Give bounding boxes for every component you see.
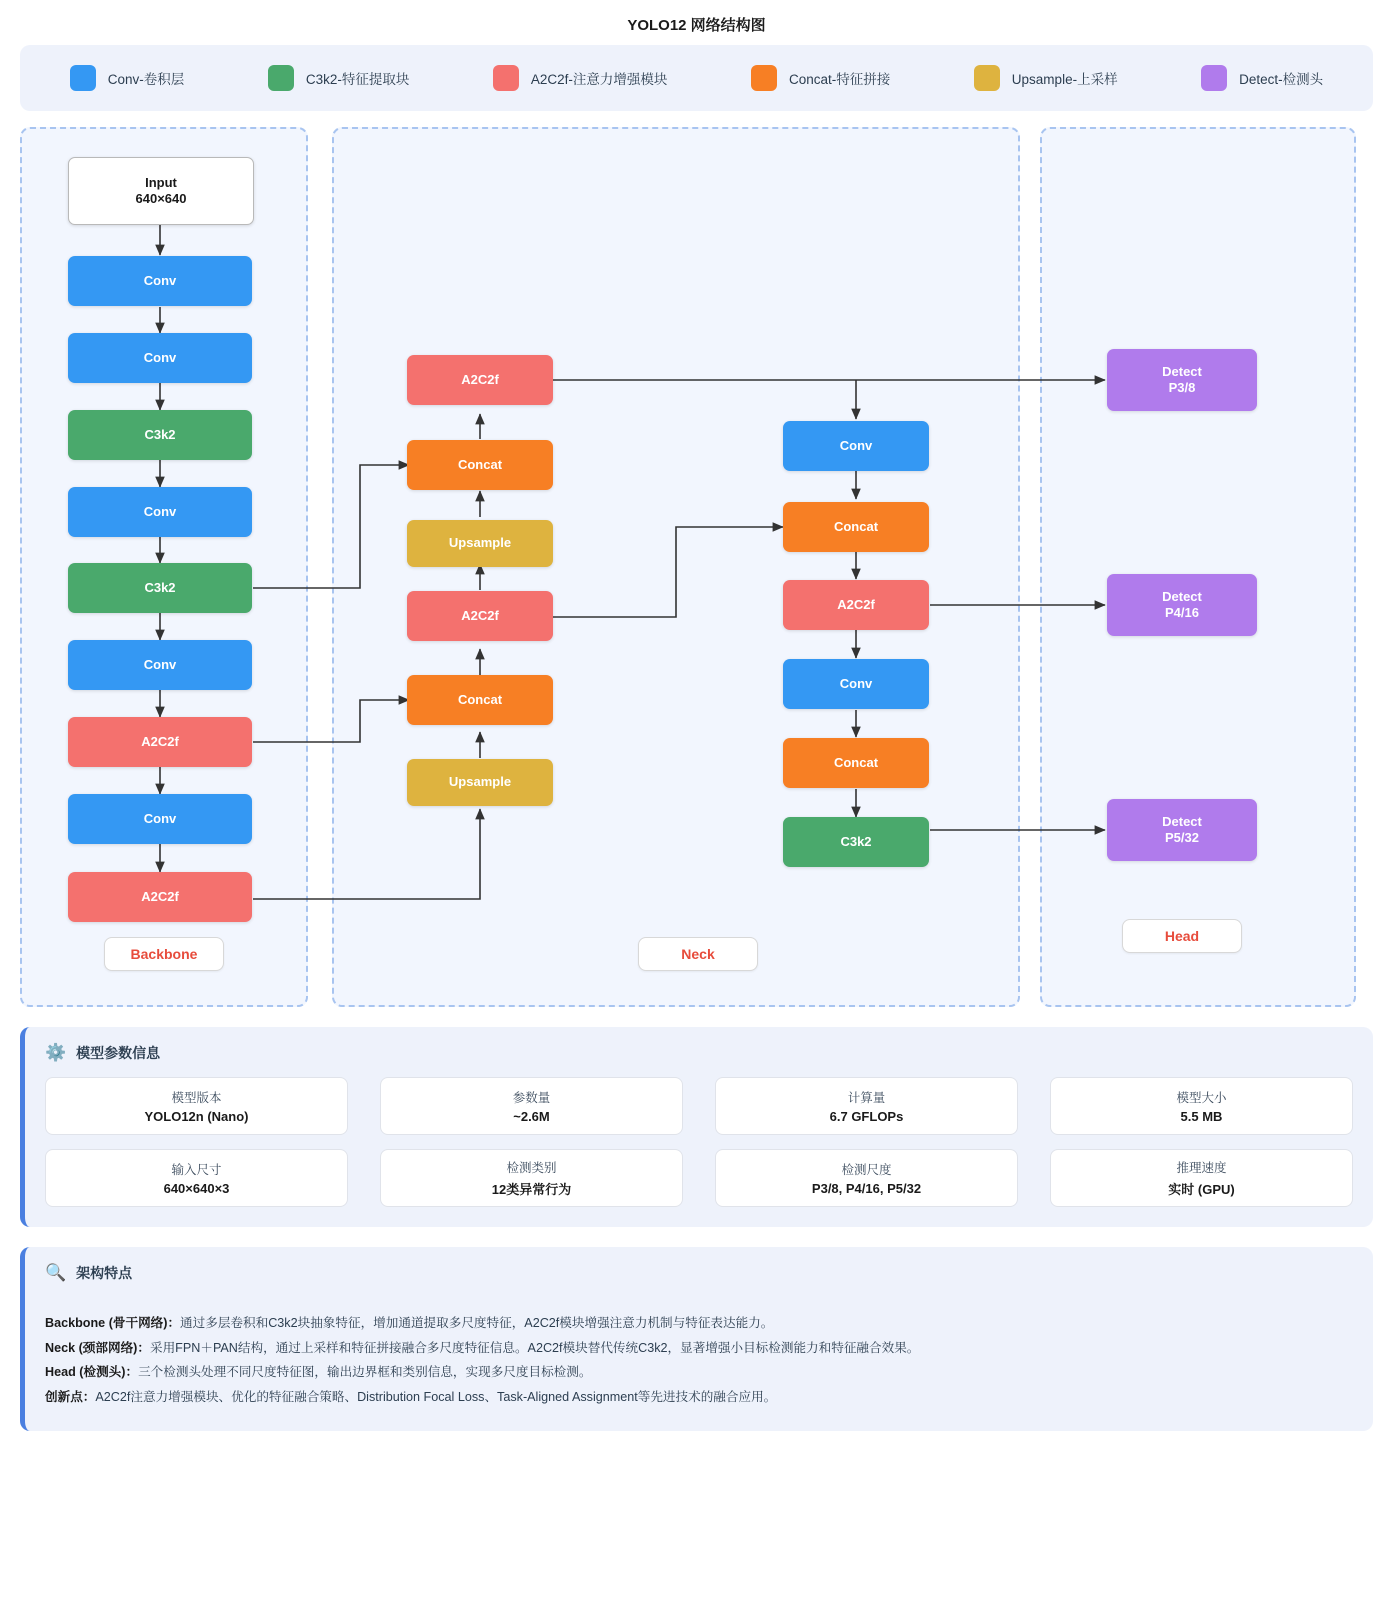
node-backbone-conv-3[interactable]: Conv: [68, 487, 252, 537]
node-backbone-c3k2-2[interactable]: C3k2: [68, 563, 252, 613]
param-value: 5.5 MB: [1180, 1109, 1223, 1124]
node-neck-upsample-top[interactable]: Upsample: [407, 520, 553, 567]
legend-swatch-c3k2: [268, 65, 294, 91]
feature-line-backbone: [45, 1311, 1353, 1336]
node-input[interactable]: [68, 157, 254, 225]
node-neck-conv-r2[interactable]: Conv: [783, 659, 929, 709]
magnifier-icon: 🔍: [45, 1263, 67, 1282]
feature-line-backbone-label: Backbone (骨干网络)：: [45, 1316, 181, 1330]
feature-line-head-label: Head (检测头)：: [45, 1365, 139, 1380]
architecture-features-title: 架构特点: [76, 1265, 133, 1281]
zone-tag-neck: Neck: [638, 937, 758, 971]
node-neck-concat-top[interactable]: Concat: [407, 440, 553, 490]
legend-swatch-detect: [1201, 65, 1227, 91]
page-title: YOLO12 网络结构图: [627, 17, 766, 34]
node-backbone-conv-2[interactable]: Conv: [68, 333, 252, 383]
param-card-classes: [380, 1149, 683, 1207]
model-params-panel: [20, 1027, 1373, 1227]
param-label: 模型版本: [171, 1091, 222, 1105]
architecture-features-header: [45, 1263, 1353, 1283]
model-params-grid: [45, 1077, 1353, 1207]
legend-label-detect: Detect-检测头: [1239, 72, 1324, 87]
param-value: 640×640×3: [163, 1181, 230, 1196]
param-card-speed: [1050, 1149, 1353, 1207]
node-detect-p5-line1: Detect: [1162, 813, 1202, 829]
param-label: 输入尺寸: [171, 1163, 222, 1177]
zone-tag-backbone: Backbone: [104, 937, 224, 971]
param-card-flops: [715, 1077, 1018, 1135]
node-neck-c3k2-r2[interactable]: C3k2: [783, 817, 929, 867]
param-label: 检测尺度: [841, 1163, 892, 1177]
legend-label-conv: Conv-卷积层: [107, 72, 185, 87]
legend: [20, 45, 1373, 111]
node-detect-p4-line1: Detect: [1162, 588, 1202, 604]
node-neck-conv-r1[interactable]: Conv: [783, 421, 929, 471]
feature-line-head: [45, 1360, 1353, 1385]
feature-line-innovation-text: A2C2f注意力增强模块、优化的特征融合策略、Distribution Focal Loss、Task-Aligned Assignment等先进技术的融合应用。: [95, 1389, 777, 1404]
gear-icon: ⚙️: [45, 1043, 67, 1062]
legend-label-c3k2: C3k2-特征提取块: [305, 72, 410, 87]
param-label: 推理速度: [1176, 1161, 1227, 1175]
node-backbone-a2c2f-1[interactable]: A2C2f: [68, 717, 252, 767]
node-detect-p5[interactable]: [1107, 799, 1257, 861]
param-card-scales: [715, 1149, 1018, 1207]
param-label: 检测类别: [506, 1161, 557, 1175]
zone-tag-head: Head: [1122, 919, 1242, 953]
legend-swatch-concat: [751, 65, 777, 91]
node-backbone-conv-5[interactable]: Conv: [68, 794, 252, 844]
param-card-model-size: [1050, 1077, 1353, 1135]
param-card-parameters: [380, 1077, 683, 1135]
param-value: 6.7 GFLOPs: [829, 1109, 904, 1124]
feature-line-backbone-text: 通过多层卷积和C3k2块抽象特征，增加通道提取多尺度特征，A2C2f模块增强注意力机制与特征表达能力。: [180, 1316, 774, 1330]
legend-item-detect: [1201, 65, 1323, 91]
node-input-line1: Input: [145, 174, 177, 190]
node-neck-a2c2f-mid[interactable]: A2C2f: [407, 591, 553, 641]
node-detect-p5-line2: P5/32: [1165, 830, 1199, 845]
param-value: 实时 (GPU): [1168, 1182, 1235, 1197]
feature-line-neck: [45, 1336, 1353, 1361]
feature-line-head-text: 三个检测头处理不同尺度特征图，输出边界框和类别信息，实现多尺度目标检测。: [138, 1365, 592, 1380]
legend-label-upsample: Upsample-上采样: [1011, 72, 1118, 87]
node-input-line2: 640×640: [135, 191, 187, 206]
node-neck-concat-r2[interactable]: Concat: [783, 738, 929, 788]
param-card-input-size: [45, 1149, 348, 1207]
node-neck-a2c2f-r1[interactable]: A2C2f: [783, 580, 929, 630]
node-backbone-a2c2f-2[interactable]: A2C2f: [68, 872, 252, 922]
legend-item-upsample: [974, 65, 1118, 91]
node-detect-p3[interactable]: [1107, 349, 1257, 411]
node-neck-concat-r1[interactable]: Concat: [783, 502, 929, 552]
node-neck-upsample-bottom[interactable]: Upsample: [407, 759, 553, 806]
legend-swatch-upsample: [974, 65, 1000, 91]
param-label: 计算量: [847, 1091, 886, 1105]
legend-item-concat: [751, 65, 890, 91]
feature-line-innovation: [45, 1385, 1353, 1410]
feature-line-neck-label: Neck (颈部网络)：: [45, 1340, 150, 1355]
legend-label-concat: Concat-特征拼接: [788, 72, 891, 87]
param-label: 模型大小: [1176, 1091, 1227, 1105]
param-value: 12类异常行为: [491, 1182, 572, 1197]
node-detect-p4[interactable]: [1107, 574, 1257, 636]
legend-swatch-a2c2f: [493, 65, 519, 91]
node-detect-p3-line2: P3/8: [1168, 380, 1196, 395]
legend-item-conv: [70, 65, 185, 91]
node-backbone-c3k2-1[interactable]: C3k2: [68, 410, 252, 460]
node-detect-p4-line2: P4/16: [1165, 605, 1199, 620]
legend-item-c3k2: [268, 65, 410, 91]
legend-label-a2c2f: A2C2f-注意力增强模块: [530, 72, 668, 87]
node-detect-p3-line1: Detect: [1162, 363, 1202, 379]
feature-line-neck-text: 采用FPN＋PAN结构，通过上采样和特征拼接融合多尺度特征信息。A2C2f模块替代传统C3k2，显著增强小目标检测能力和特征融合效果。: [149, 1340, 920, 1355]
legend-swatch-conv: [70, 65, 96, 91]
node-neck-concat-mid[interactable]: Concat: [407, 675, 553, 725]
param-value: P3/8, P4/16, P5/32: [811, 1181, 922, 1196]
architecture-features-panel: [20, 1247, 1373, 1431]
node-neck-a2c2f-top[interactable]: A2C2f: [407, 355, 553, 405]
param-label: 参数量: [512, 1091, 551, 1105]
model-params-header: [45, 1043, 1353, 1063]
param-card-model-version: [45, 1077, 348, 1135]
legend-item-a2c2f: [493, 65, 668, 91]
param-value: YOLO12n (Nano): [144, 1109, 249, 1124]
param-value: ~2.6M: [513, 1109, 550, 1124]
feature-line-innovation-label: 创新点：: [45, 1389, 96, 1404]
model-params-title: 模型参数信息: [76, 1045, 161, 1061]
network-diagram: [20, 127, 1373, 1007]
node-backbone-conv-1[interactable]: Conv: [68, 256, 252, 306]
node-backbone-conv-4[interactable]: Conv: [68, 640, 252, 690]
